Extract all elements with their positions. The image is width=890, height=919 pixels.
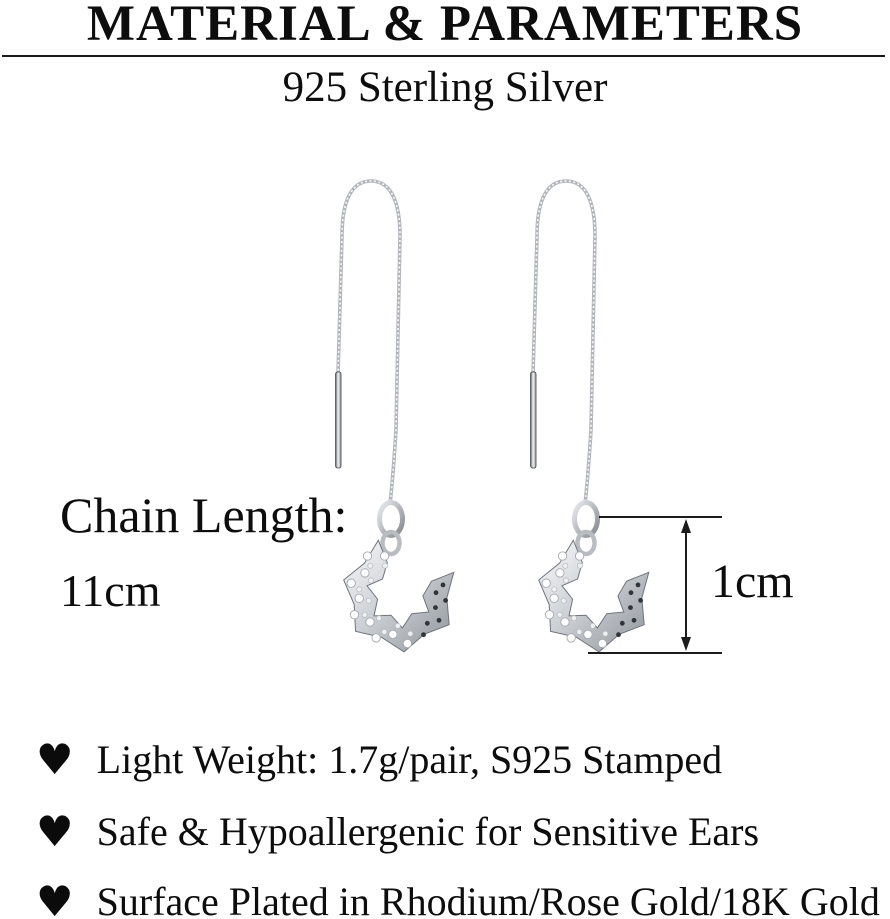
feature-item: [36, 876, 880, 919]
feature-text-hypoallergenic: Safe & Hypoallergenic for Sensitive Ears: [96, 809, 760, 854]
earring-right: [531, 181, 649, 652]
chain-path: [338, 181, 400, 504]
measure-arrowhead-up: [681, 519, 691, 533]
heart-icon: ♥: [36, 807, 74, 856]
feature-item: [36, 806, 759, 855]
chain-length-label: Chain Length:: [60, 487, 348, 543]
charm-height-value: 1cm: [711, 555, 794, 608]
heart-icon: ♥: [36, 877, 74, 919]
page-title: MATERIAL & PARAMETERS: [86, 0, 804, 52]
chain-length-value: 11cm: [60, 565, 161, 616]
material-subtitle: 925 Sterling Silver: [282, 64, 608, 111]
threader-bar: [336, 372, 341, 468]
heart-icon: ♥: [36, 735, 74, 784]
earring-left: [336, 181, 454, 652]
feature-text-weight: Light Weight: 1.7g/pair, S925 Stamped: [96, 737, 723, 782]
feature-text-plating: Surface Plated in Rhodium/Rose Gold/18K Gold: [96, 879, 880, 919]
zigzag-charm: [344, 540, 454, 652]
chain-links-texture: [338, 181, 400, 504]
feature-item: [36, 734, 722, 783]
measure-arrowhead-down: [681, 637, 691, 651]
